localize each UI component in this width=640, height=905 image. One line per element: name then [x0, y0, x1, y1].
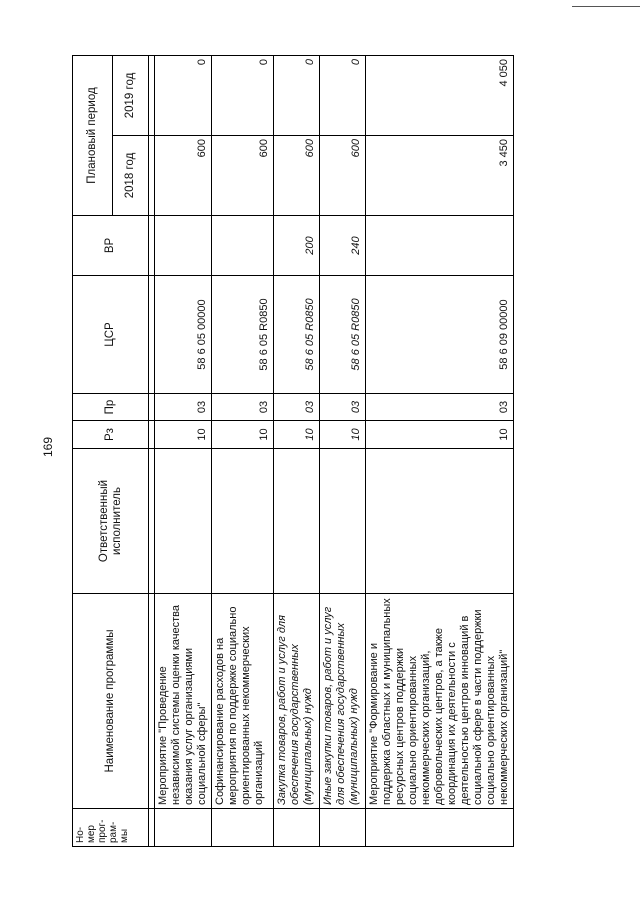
row-executor: [366, 449, 514, 594]
table-row: [366, 55, 514, 846]
row-csr: 58 6 05 R0850: [320, 276, 366, 394]
row-name: Софинансирование расходов на мероприятия по поддержке социально ориентированных некоммерческих организаций: [212, 594, 274, 809]
row-rz: 10: [212, 421, 274, 449]
header-csr: ЦСР: [73, 276, 149, 394]
row-vr: [366, 216, 514, 276]
header-executor: Ответственный исполнитель: [73, 449, 149, 594]
header-name: Наименование программы: [73, 594, 149, 809]
row-number: [155, 809, 212, 847]
row-csr: 58 6 05 00000: [155, 276, 212, 394]
row-2019: 0: [212, 55, 274, 135]
row-rz: 10: [155, 421, 212, 449]
row-csr: 58 6 05 R0850: [212, 276, 274, 394]
row-vr: 200: [274, 216, 320, 276]
budget-table: [72, 55, 514, 847]
row-number: [212, 809, 274, 847]
row-rz: 10: [274, 421, 320, 449]
row-number: [274, 809, 320, 847]
row-vr: [155, 216, 212, 276]
row-2019: 0: [155, 55, 212, 135]
row-2018: 600: [274, 136, 320, 216]
row-executor: [155, 449, 212, 594]
header-vr: ВР: [73, 216, 149, 276]
table-row: [155, 55, 212, 846]
header-2019: 2019 год: [113, 55, 149, 135]
row-pr: 03: [155, 394, 212, 421]
table-row: [320, 55, 366, 846]
budget-table-rotated: [72, 56, 510, 847]
row-pr: 03: [212, 394, 274, 421]
header-number: Но- мер прог- рам- мы: [73, 809, 149, 847]
row-pr: 03: [366, 394, 514, 421]
row-executor: [320, 449, 366, 594]
row-2018: 600: [155, 136, 212, 216]
row-csr: 58 6 05 R0850: [274, 276, 320, 394]
row-pr: 03: [274, 394, 320, 421]
row-rz: 10: [320, 421, 366, 449]
row-vr: 240: [320, 216, 366, 276]
row-2019: 0: [274, 55, 320, 135]
row-2018: 3 450: [366, 136, 514, 216]
row-number: [366, 809, 514, 847]
header-rz: Рз: [73, 421, 149, 449]
header-plan: Плановый период: [73, 55, 113, 215]
row-2019: 0: [320, 55, 366, 135]
row-2019: 4 050: [366, 55, 514, 135]
row-csr: 58 6 09 00000: [366, 276, 514, 394]
header-pr: Пр: [73, 394, 149, 421]
row-pr: 03: [320, 394, 366, 421]
row-rz: 10: [366, 421, 514, 449]
row-2018: 600: [212, 136, 274, 216]
row-name: Мероприятие "Проведение независимой системы оценки качества оказания услуг организациями социальной сферы": [155, 594, 212, 809]
row-name: Закупка товаров, работ и услуг для обеспечения государственных (муниципальных) нужд: [274, 594, 320, 809]
row-2018: 600: [320, 136, 366, 216]
table-row: [274, 55, 320, 846]
header-2018: 2018 год: [113, 136, 149, 216]
row-number: [320, 809, 366, 847]
table-row: [212, 55, 274, 846]
row-executor: [274, 449, 320, 594]
row-name: Мероприятие "Формирование и поддержка областных и муниципальных ресурсных центров поддержки социально ориентированных некоммерческих организаций, добровольческих центров, а также координация их деятельности с деятельностью центров инноваций в социальной сфере в части поддержки социально ориентированных некоммерческих организаций": [366, 594, 514, 809]
row-name: Иные закупки товаров, работ и услуг для обеспечения государственных (муниципальных) нужд: [320, 594, 366, 809]
page-number: 169: [41, 436, 55, 458]
row-vr: [212, 216, 274, 276]
row-executor: [212, 449, 274, 594]
corner-rule: [572, 6, 640, 7]
